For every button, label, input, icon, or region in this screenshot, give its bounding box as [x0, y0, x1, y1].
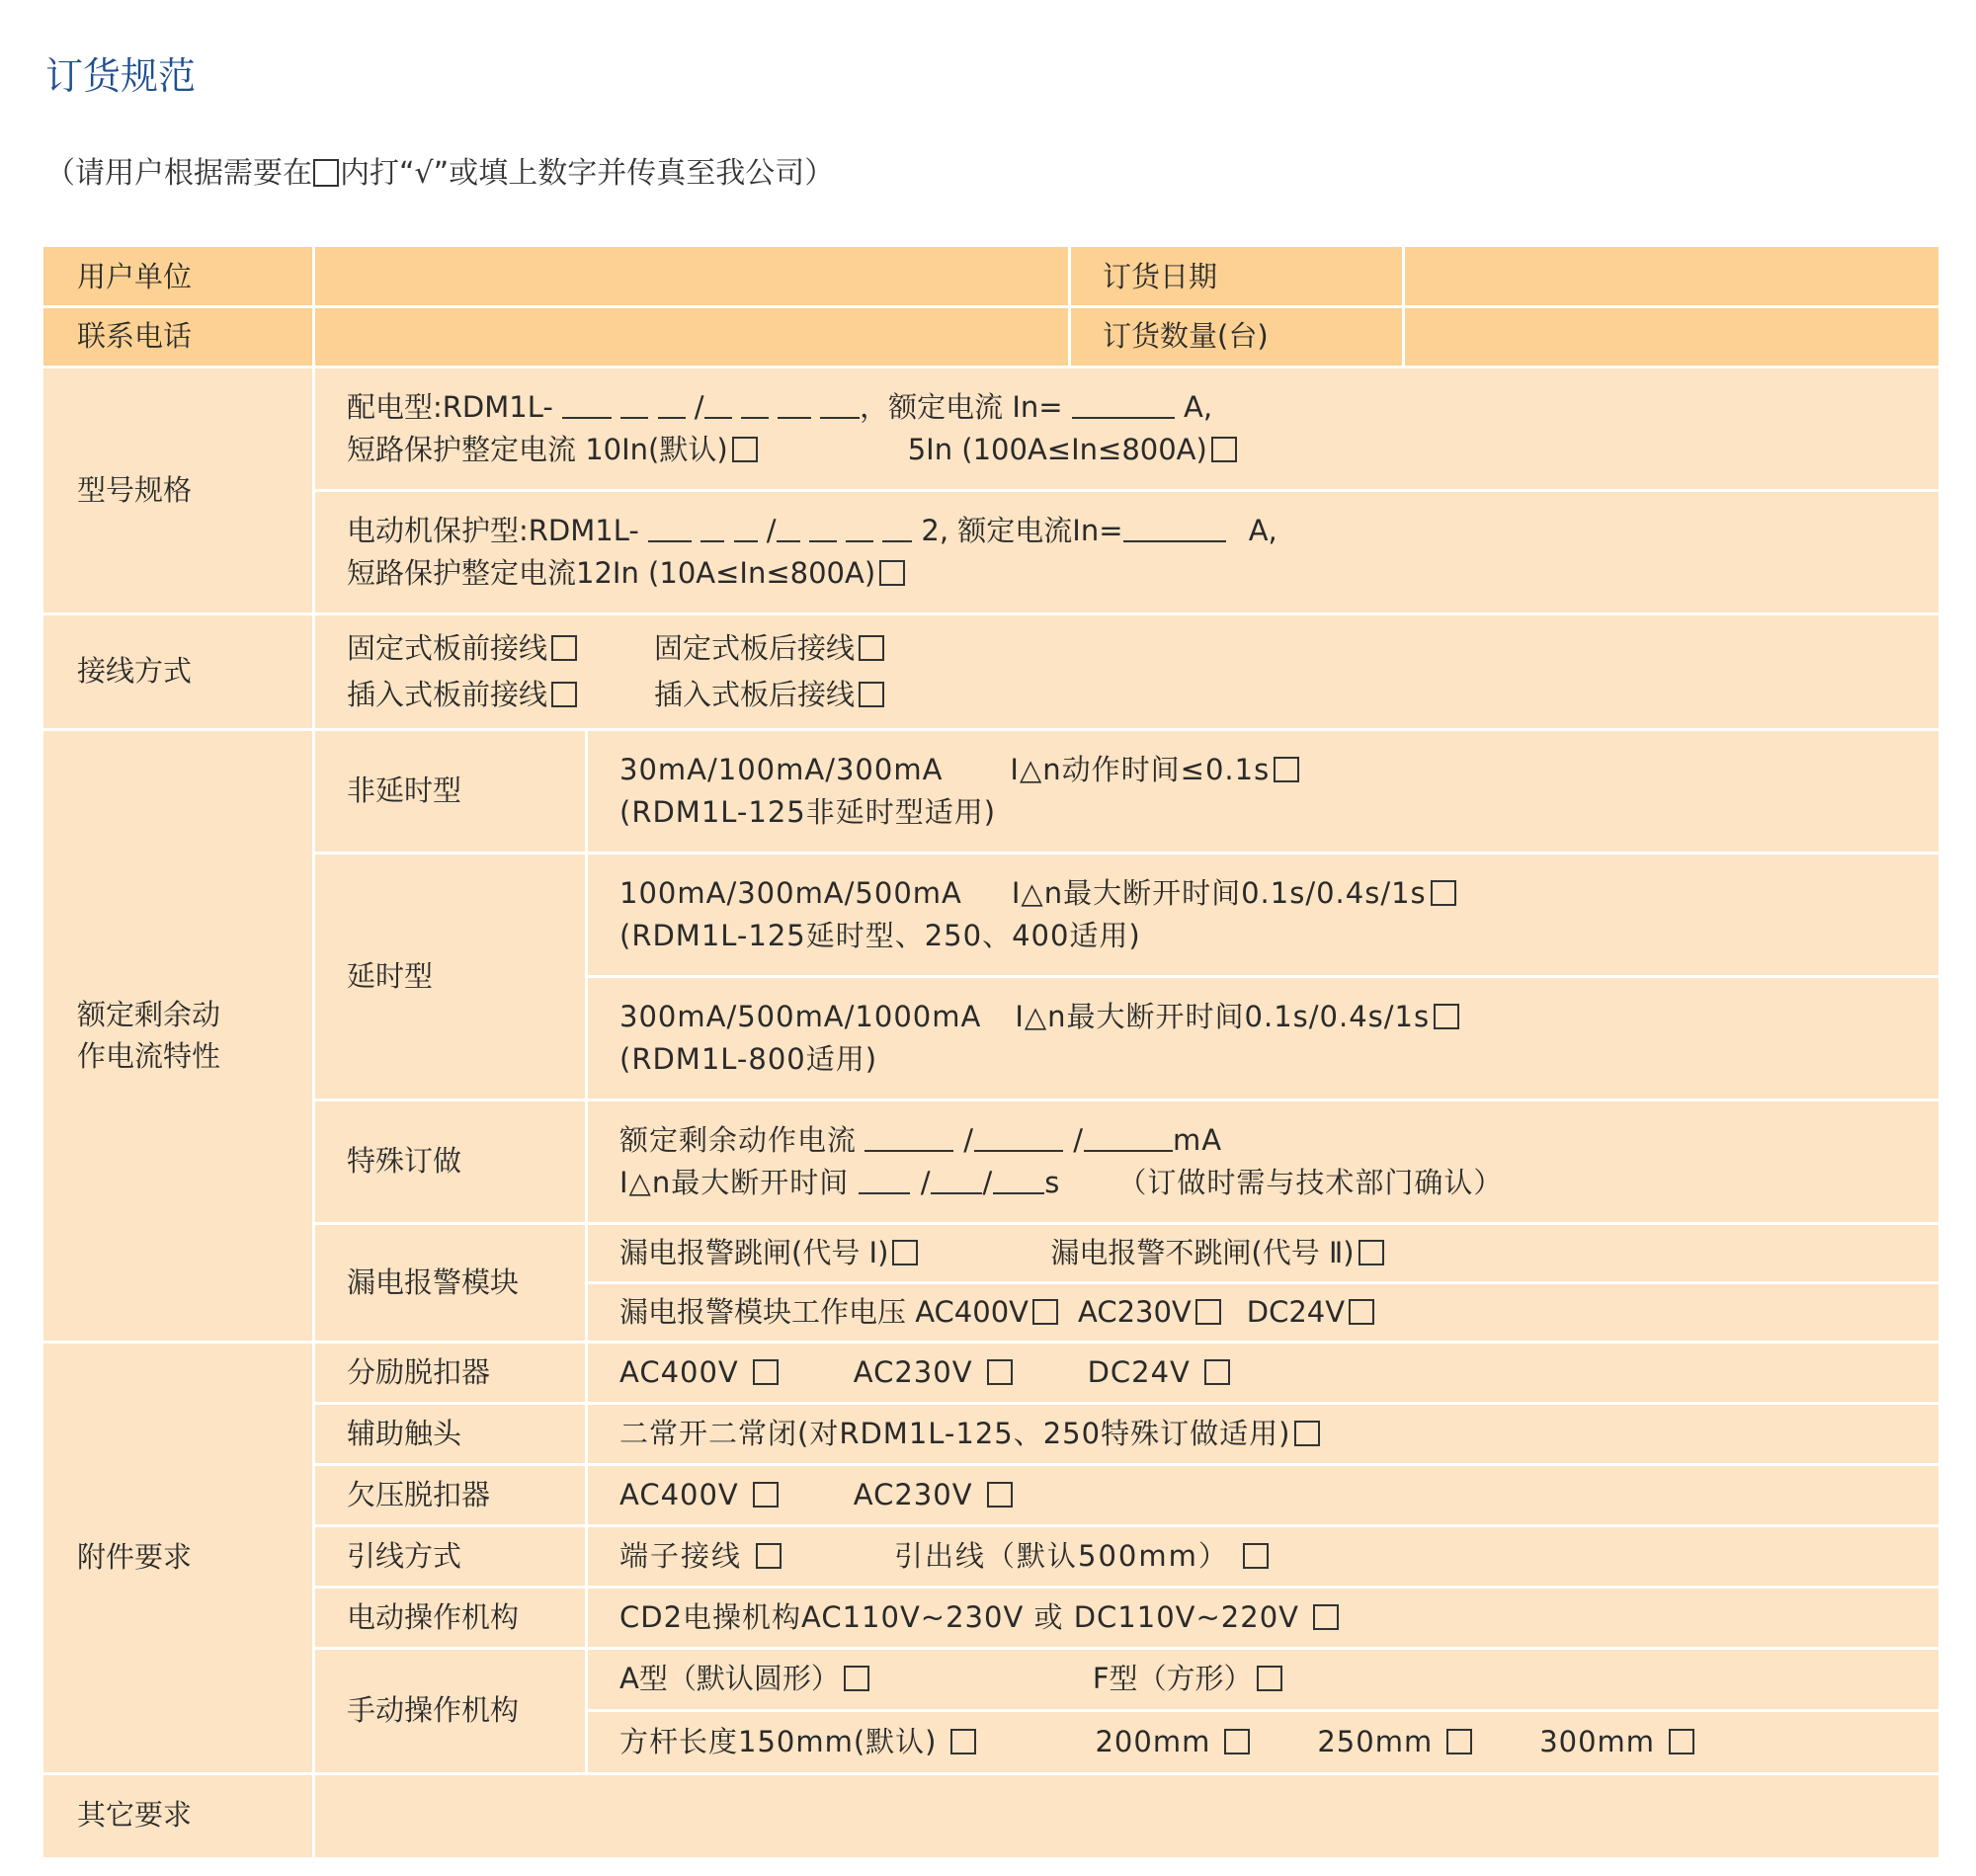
grid-line: [313, 1586, 1938, 1589]
grid-line: [313, 1524, 1938, 1527]
undervoltage-release-label: 欠压脱扣器: [313, 1464, 586, 1525]
order-date-field[interactable]: [1403, 247, 1938, 306]
alarm-ac400v-checkbox[interactable]: [1032, 1299, 1058, 1325]
note-text-before: （请用户根据需要在: [45, 156, 312, 191]
grid-line: [43, 728, 1938, 731]
residual-current-label: [43, 729, 313, 1342]
rod-150mm-checkbox[interactable]: [950, 1729, 976, 1754]
manual-type-a-checkbox[interactable]: [844, 1666, 869, 1691]
wiring-row2: 插入式板前接线 插入式板后接线: [347, 672, 1938, 717]
delay-a-line2: (RDM1L-125延时型、250、400适用): [619, 918, 1141, 952]
wiring-row1: 固定式板前接线 固定式板后接线: [347, 625, 1938, 671]
delay-b-line1: 300mA/500mA/1000mA I△n最大断开时间0.1s/0.4s/1s: [619, 996, 1938, 1037]
manual-operation-label: 手动操作机构: [313, 1648, 586, 1773]
motor-protection-cell: [313, 490, 1938, 613]
other-requirements-label: 其它要求: [43, 1773, 313, 1857]
grid-line: [586, 975, 1938, 978]
residual-label-line2: 作电流特性: [77, 1039, 221, 1073]
shunt-ac230v-checkbox[interactable]: [987, 1359, 1013, 1385]
rod-250mm-checkbox[interactable]: [1446, 1729, 1472, 1754]
shunt-release-cell: [586, 1342, 1938, 1403]
delay-type-b-cell: [586, 976, 1938, 1100]
wiring-fixed-rear-checkbox[interactable]: [859, 635, 884, 661]
aux-contact-cell: [586, 1403, 1938, 1464]
undervoltage-row: AC400V AC230V: [619, 1474, 1938, 1515]
contact-phone-label: 联系电话: [43, 306, 313, 367]
undervoltage-ac400v-checkbox[interactable]: [753, 1482, 779, 1508]
model-spec-label: 型号规格: [43, 367, 313, 613]
grid-line: [313, 1099, 1938, 1101]
leakage-alarm-voltage-row: 漏电报警模块工作电压 AC400V AC230V DC24V: [619, 1291, 1938, 1333]
electric-operation-cell: [586, 1587, 1938, 1648]
delay-b-checkbox[interactable]: [1434, 1004, 1459, 1029]
wiring-plugin-rear-checkbox[interactable]: [859, 682, 884, 707]
non-delay-line1: 30mA/100mA/300mA I△n动作时间≤0.1s: [619, 749, 1938, 790]
grid-line: [313, 852, 1938, 855]
wiring-fixed-front-checkbox[interactable]: [551, 635, 577, 661]
aux-contact-label: 辅助触头: [313, 1403, 586, 1464]
aux-contact-checkbox[interactable]: [1294, 1421, 1320, 1446]
checkbox-sample-icon: [313, 159, 339, 187]
delay-b-line2: (RDM1L-800适用): [619, 1041, 878, 1076]
grid-line: [313, 1402, 1938, 1405]
delay-a-checkbox[interactable]: [1431, 880, 1456, 906]
shunt-dc24v-checkbox[interactable]: [1204, 1359, 1230, 1385]
other-requirements-field[interactable]: [313, 1773, 1938, 1857]
instruction-note: [45, 148, 834, 192]
grid-line: [43, 305, 1938, 308]
special-line2: I△n最大断开时间 / / s （订做时需与技术部门确认）: [619, 1165, 1504, 1199]
wiring-plugin-front-checkbox[interactable]: [551, 682, 577, 707]
non-delay-label: 非延时型: [313, 729, 586, 853]
manual-rod-length-cell: [586, 1710, 1938, 1773]
distribution-type-cell: [313, 367, 1938, 490]
distribution-type-line1: 配电型:RDM1L- / ，额定电流 In= A,: [347, 390, 1213, 425]
delay-type-label: 延时型: [313, 853, 586, 1100]
manual-type-cell: [586, 1648, 1938, 1710]
lead-method-row: 端子接线 引出线（默认500mm）: [619, 1535, 1938, 1577]
lead-outgoing-checkbox[interactable]: [1243, 1543, 1269, 1569]
grid-line: [586, 1709, 1938, 1712]
page-title: 订货规范: [45, 54, 197, 98]
leakage-alarm-options-cell: [586, 1223, 1938, 1282]
aux-contact-row: 二常开二常闭(对RDM1L-125、250特殊订做适用): [619, 1413, 1938, 1454]
sc-5in-checkbox[interactable]: [1211, 437, 1237, 462]
order-qty-label: 订货数量(台): [1069, 306, 1403, 367]
delay-type-a-cell: [586, 853, 1938, 976]
alarm-trip-checkbox[interactable]: [892, 1240, 918, 1265]
sc-10in-checkbox[interactable]: [732, 437, 758, 462]
sc-12in-checkbox[interactable]: [879, 560, 905, 586]
manual-type-row: A型（默认圆形） F型（方形）: [619, 1658, 1938, 1699]
grid-line: [1068, 247, 1071, 367]
manual-type-f-checkbox[interactable]: [1257, 1666, 1282, 1691]
lead-method-label: 引线方式: [313, 1525, 586, 1587]
motor-protection-line1: 电动机保护型:RDM1L- / 2, 额定电流In= A,: [347, 514, 1277, 548]
grid-line: [313, 1647, 1938, 1650]
shunt-ac400v-checkbox[interactable]: [753, 1359, 779, 1385]
motor-protection-line2: 短路保护整定电流12In (10A≤In≤800A): [347, 552, 1938, 594]
grid-line: [313, 1463, 1938, 1466]
special-order-label: 特殊订做: [313, 1100, 586, 1223]
distribution-type-line2: 短路保护整定电流 10In(默认) 5In (100A≤In≤800A): [347, 429, 1938, 470]
lead-terminal-checkbox[interactable]: [756, 1543, 782, 1569]
special-order-cell: [586, 1100, 1938, 1223]
grid-line: [586, 1281, 1938, 1284]
user-unit-field[interactable]: [313, 247, 1069, 306]
grid-line: [1402, 247, 1405, 367]
delay-a-line1: 100mA/300mA/500mA I△n最大断开时间0.1s/0.4s/1s: [619, 872, 1938, 914]
order-form-table: [43, 247, 1938, 1857]
order-qty-field[interactable]: [1403, 306, 1938, 367]
leakage-alarm-voltage-cell: [586, 1282, 1938, 1342]
note-text-after: 内打“√”或填上数字并传真至我公司）: [340, 156, 835, 191]
grid-line: [43, 612, 1938, 615]
accessories-label: 附件要求: [43, 1342, 313, 1773]
undervoltage-ac230v-checkbox[interactable]: [987, 1482, 1013, 1508]
shunt-release-label: 分励脱扣器: [313, 1342, 586, 1403]
wiring-options-cell: [313, 613, 1938, 729]
rod-300mm-checkbox[interactable]: [1669, 1729, 1694, 1754]
rod-200mm-checkbox[interactable]: [1224, 1729, 1250, 1754]
grid-line: [43, 1772, 1938, 1775]
non-delay-checkbox[interactable]: [1274, 757, 1299, 782]
alarm-ac230v-checkbox[interactable]: [1195, 1299, 1221, 1325]
grid-line: [43, 366, 1938, 368]
special-line1: 额定剩余动作电流 / / mA: [619, 1123, 1223, 1158]
wiring-method-label: 接线方式: [43, 613, 313, 729]
contact-phone-field[interactable]: [313, 306, 1069, 367]
grid-line: [585, 729, 588, 1773]
user-unit-label: 用户单位: [43, 247, 313, 306]
leakage-alarm-label: 漏电报警模块: [313, 1223, 586, 1342]
electric-operation-row: CD2电操机构AC110V~230V 或 DC110V~220V: [619, 1596, 1938, 1638]
alarm-dc24v-checkbox[interactable]: [1349, 1299, 1374, 1325]
grid-line: [313, 1222, 1938, 1225]
manual-rod-length-row: 方杆长度150mm(默认) 200mm 250mm 300mm: [619, 1721, 1938, 1762]
electric-operation-checkbox[interactable]: [1313, 1604, 1339, 1630]
non-delay-line2: (RDM1L-125非延时型适用): [619, 794, 997, 829]
grid-line: [43, 1341, 1938, 1344]
alarm-no-trip-checkbox[interactable]: [1358, 1240, 1384, 1265]
order-date-label: 订货日期: [1069, 247, 1403, 306]
grid-line: [313, 489, 1938, 492]
electric-operation-label: 电动操作机构: [313, 1587, 586, 1648]
non-delay-cell: [586, 729, 1938, 853]
lead-method-cell: [586, 1525, 1938, 1587]
residual-label-line1: 额定剩余动: [77, 997, 221, 1031]
grid-line: [312, 247, 315, 1857]
leakage-alarm-row: 漏电报警跳闸(代号 Ⅰ) 漏电报警不跳闸(代号 Ⅱ): [619, 1232, 1938, 1273]
undervoltage-release-cell: [586, 1464, 1938, 1525]
shunt-release-row: AC400V AC230V DC24V: [619, 1351, 1938, 1393]
